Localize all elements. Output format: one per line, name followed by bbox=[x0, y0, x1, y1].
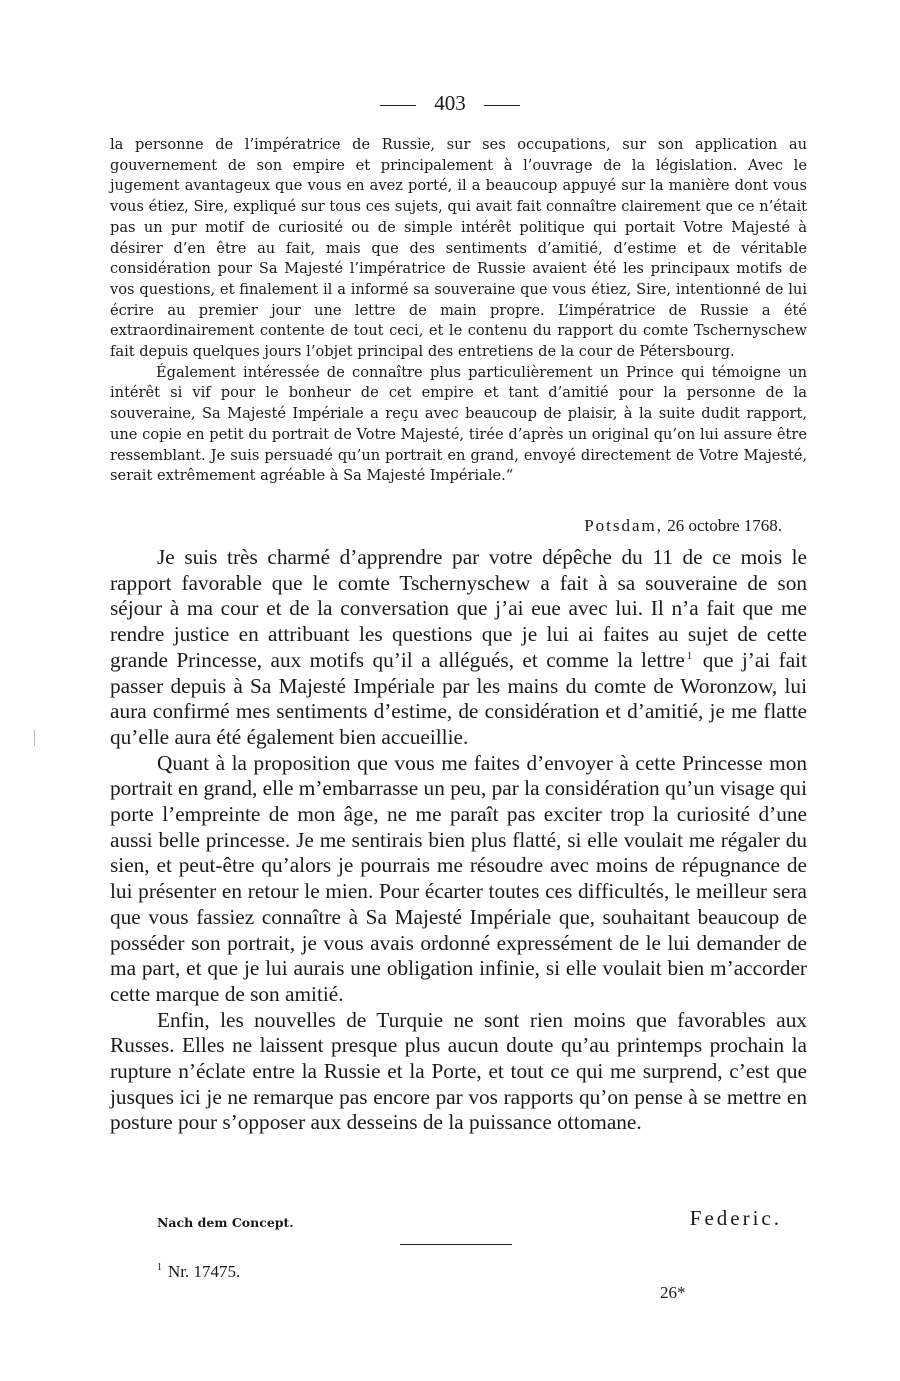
letter-paragraph-1 bbox=[110, 545, 807, 751]
footnote-reference: 1 bbox=[686, 649, 693, 662]
header-rule-right bbox=[484, 105, 520, 106]
footnote-marker: 1 bbox=[157, 1262, 162, 1274]
footnote-divider bbox=[400, 1244, 512, 1245]
printer-signature-mark: 26* bbox=[660, 1283, 686, 1302]
footnote-text: Nr. 17475. bbox=[168, 1262, 241, 1281]
quoted-report bbox=[110, 135, 807, 487]
margin-mark bbox=[34, 730, 35, 746]
page-number: 403 bbox=[434, 91, 466, 115]
letter-body bbox=[110, 545, 807, 1136]
source-note: Nach dem Concept. bbox=[157, 1215, 294, 1230]
header-rule-left bbox=[380, 105, 416, 106]
quoted-paragraph-2: Également intéressée de connaître plus particulièrement un Prince qui témoigne un intérêt si vif pour le bonheur de cet empire et tant d’amitié pour la personne de la souveraine, Sa Majesté Impériale a reçu avec beaucoup de plaisir, à la suite dudit rapport, une copie en petit du portrait de Votre Majesté, tirée d’après un original qu’on lui assure être ressemblant. Je suis persuadé qu’un portrait en grand, envoyé directement de Votre Majesté, serait extrêmement agréable à Sa Majesté Impériale.“ bbox=[110, 363, 807, 485]
letter-paragraph-1-part-2: que j’ai fait passer depuis à Sa Majesté Impériale par les mains du comte de Woronzow, lui aura confirmé mes sentiments d’estime, de considération et d’amitié, je me flatte qu’elle aura été également bien accueillie. bbox=[110, 647, 808, 749]
letter-paragraph-1-part-1: Je suis très charmé d’apprendre par votre dépêche du 11 de ce mois le rapport favorable que le comte Tschernyschew a fait à sa souveraine de son séjour à ma cour et de la conversation que j’ai eue avec lui. Il n’a fait que me rendre justice en attribuant les questions que je lui ai faites au sujet de cette grande Princesse, aux motifs qu’il a allégués, et comme la lettre bbox=[110, 545, 807, 672]
page-header bbox=[0, 90, 900, 116]
letter-paragraph-3: Enfin, les nouvelles de Turquie ne sont rien moins que favorables aux Russes. Elles ne laissent presque plus aucun doute qu’au printemps prochain la rupture n’éclate entre la Russie et la Porte, et tout ce qui me surprend, c’est que jusques ici je ne remarque pas encore par vos rapports qu’on pense à se mettre en posture pour s’opposer aux desseins de la puissance ottomane. bbox=[110, 1007, 807, 1135]
dateline-place: Potsdam, bbox=[584, 516, 664, 535]
dateline-date: 26 octobre 1768. bbox=[667, 516, 782, 535]
dateline bbox=[440, 514, 782, 538]
footnote bbox=[157, 1262, 240, 1282]
signature: Federic. bbox=[689, 1206, 782, 1230]
letter-paragraph-2: Quant à la proposition que vous me faites d’envoyer à cette Princesse mon portrait en grand, elle m’embarrasse un peu, par la considération qu’un visage qui porte l’empreinte de mon âge, ne me paraît pas exciter trop la curiosité d’une aussi belle princesse. Je me sentirais bien plus flatté, si elle voulait me régaler du sien, et peut-être qu’alors je pourrais me résoudre avec moins de répugnance de lui présenter en retour le mien. Pour écarter toutes ces difficultés, le meilleur sera que vous fassiez connaître à Sa Majesté Impériale que, souhaitant beaucoup de posséder son portrait, je vous avais ordonné expressément de le lui demander de ma part, et que je lui aurais une obligation infinie, si elle voulait bien m’accorder cette marque de son amitié. bbox=[110, 750, 807, 1006]
quoted-paragraph-1: la personne de l’impératrice de Russie, sur ses occupations, sur son application au gouvernement de son empire et principalement à l’ouvrage de la législation. Avec le jugement avantageux que vous en avez porté, il a beaucoup appuyé sur la manière dont vous vous étiez, Sire, expliqué sur tous ces sujets, qui avait fait connaître clairement que ce n’était pas un pur motif de curiosité ou de simple intérêt politique qui portait Votre Majesté à désirer d’en être au fait, mais que des sentiments d’amitié, d’estime et de véritable considération pour Sa Majesté l’impératrice de Russie avaient été les principaux motifs de vos questions, et finalement il a informé sa souveraine que vous étiez, Sire, intentionné de lui écrire au premier jour une lettre de main propre. L’impératrice de Russie a été extraordinairement contente de tout ceci, et le contenu du rapport du comte Tschernyschew fait depuis quelques jours l’objet principal des entretiens de la cour de Pétersbourg. bbox=[110, 136, 807, 361]
